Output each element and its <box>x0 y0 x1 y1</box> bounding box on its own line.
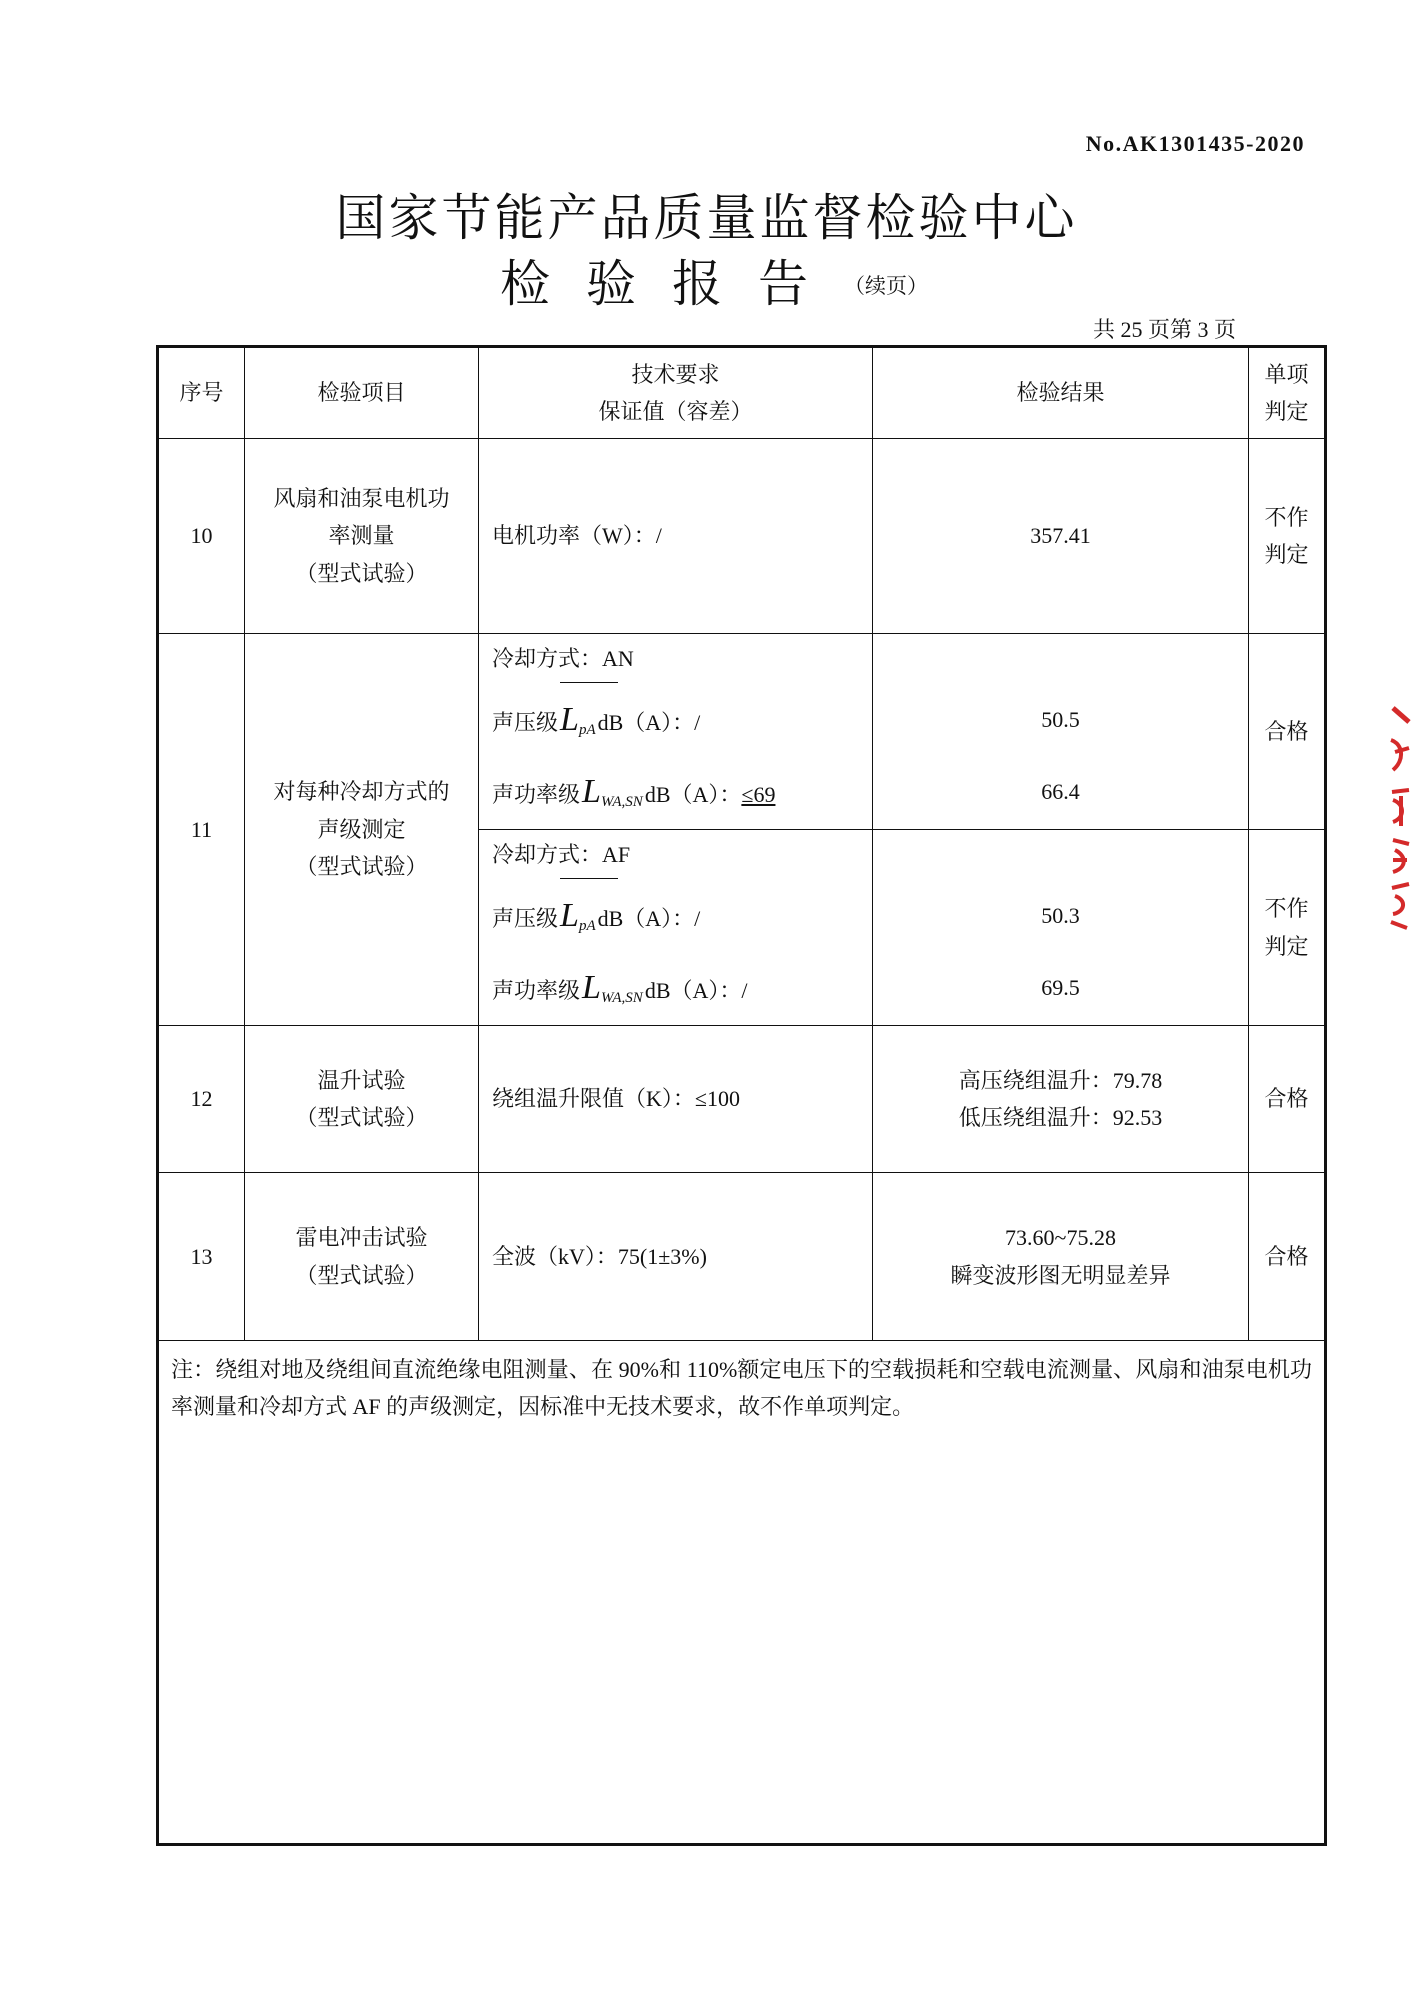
unit-text: dB（A）：/ <box>597 710 701 735</box>
seal-stamp <box>1387 700 1413 930</box>
row-result <box>873 1173 1249 1341</box>
header-judge-line2: 判定 <box>1264 399 1309 424</box>
title-char: 告 <box>758 255 808 313</box>
header-item: 检验项目 <box>245 347 479 439</box>
seal-stamp-graphic <box>1387 700 1413 930</box>
lwa-symbol <box>582 756 643 838</box>
lpa-symbol <box>560 880 596 962</box>
title-char: 检 <box>500 255 550 313</box>
header-req-line2: 保证值（容差） <box>598 399 753 424</box>
note-text: 注：绕组对地及绕组间直流绝缘电阻测量、在 90%和 110%额定电压下的空载损耗和空载电流测量、风扇和油泵电机功率测量和冷却方式 AF 的声级测定，因标准中无技术要求，故不作单项判定。 <box>158 1341 1326 1845</box>
lpa-symbol <box>560 684 596 766</box>
unit-text: dB（A）： <box>644 782 742 807</box>
result-line: 瞬变波形图无明显差异 <box>950 1262 1171 1288</box>
symbol-subscript: pA <box>578 722 596 738</box>
table-row <box>158 439 1326 634</box>
item-line: 声级测定 <box>317 816 406 842</box>
sound-pressure-req-an <box>492 684 872 756</box>
symbol-letter: L <box>560 701 579 738</box>
header-judgement <box>1249 347 1326 439</box>
item-line: 风扇和油泵电机功 <box>273 485 450 511</box>
table-row <box>158 1173 1326 1341</box>
sound-pressure-result-af: 50.3 <box>1041 903 1080 928</box>
judge-line: 不作 <box>1264 504 1309 530</box>
item-line: （型式试验） <box>295 854 428 880</box>
sound-pressure-result-an: 50.5 <box>1041 707 1080 732</box>
symbol-subscript: WA,SN <box>600 990 643 1006</box>
item-line: （型式试验） <box>295 1262 428 1288</box>
item-line: 温升试验 <box>317 1067 406 1093</box>
row-judgement <box>1249 439 1326 634</box>
header-requirement <box>479 347 873 439</box>
result-line: 73.60~75.28 <box>1005 1225 1116 1251</box>
row-judgement: 合格 <box>1249 1026 1326 1173</box>
row-seq: 12 <box>158 1026 245 1173</box>
row-seq: 11 <box>158 634 245 1026</box>
item-line: 雷电冲击试验 <box>295 1225 428 1251</box>
result-line: 低压绕组温升：92.53 <box>958 1105 1163 1130</box>
inspection-table <box>156 345 1327 1846</box>
row-result-an <box>873 634 1249 830</box>
table-header-row <box>158 347 1326 439</box>
row-requirement-af <box>479 830 873 1026</box>
item-line: （型式试验） <box>295 560 428 586</box>
spacer <box>873 634 1248 684</box>
report-number: No.AK1301435-2020 <box>1085 131 1305 156</box>
row-item <box>245 1173 479 1341</box>
item-line: 率测量 <box>328 523 395 549</box>
sound-power-result-af: 69.5 <box>1041 975 1080 1000</box>
spacer <box>873 830 1248 880</box>
header-result: 检验结果 <box>873 347 1249 439</box>
judge-line: 判定 <box>1264 933 1309 959</box>
row-requirement-an <box>479 634 873 830</box>
symbol-letter: L <box>582 969 601 1006</box>
row-requirement: 电机功率（W）：/ <box>479 439 873 634</box>
row-requirement: 绕组温升限值（K）：≤100 <box>479 1026 873 1173</box>
row-result-af <box>873 830 1249 1026</box>
symbol-subscript: WA,SN <box>600 794 643 810</box>
symbol-subscript: pA <box>578 918 596 934</box>
document-title <box>500 244 928 316</box>
lwa-symbol <box>582 952 643 1034</box>
table-row <box>158 1026 1326 1173</box>
power-limit: ≤69 <box>741 782 776 807</box>
judge-line: 不作 <box>1264 896 1309 922</box>
symbol-letter: L <box>560 897 579 934</box>
row-seq: 13 <box>158 1173 245 1341</box>
label-text: 声功率级 <box>492 782 581 807</box>
sound-power-req-af <box>492 952 872 1024</box>
item-line: 对每种冷却方式的 <box>273 779 450 805</box>
row-judgement: 合格 <box>1249 1173 1326 1341</box>
organization-title: 国家节能产品质量监督检验中心 <box>335 189 1078 247</box>
row-result <box>873 1026 1249 1173</box>
note-row <box>158 1341 1326 1845</box>
table-row <box>158 634 1326 830</box>
header-req-line1: 技术要求 <box>631 361 720 387</box>
item-line: （型式试验） <box>295 1105 428 1130</box>
sound-pressure-req-af <box>492 880 872 952</box>
row-item <box>245 439 479 634</box>
unit-text: dB（A）：/ <box>597 906 701 931</box>
sound-power-req-an <box>492 756 872 828</box>
row-item <box>245 634 479 1026</box>
header-judge-line1: 单项 <box>1264 361 1309 387</box>
header-seq: 序号 <box>158 347 245 439</box>
label-text: 声压级 <box>492 906 559 931</box>
sound-power-result-an: 66.4 <box>1041 779 1080 804</box>
row-judgement-af <box>1249 830 1326 1026</box>
title-char: 验 <box>586 255 636 313</box>
row-judgement-an: 合格 <box>1249 634 1326 830</box>
row-requirement: 全波（kV）：75(1±3%) <box>479 1173 873 1341</box>
unit-text: dB（A）：/ <box>644 978 748 1003</box>
cooling-method-an: 冷却方式：AN <box>492 646 634 671</box>
page-info: 共 25 页第 3 页 <box>1092 317 1236 342</box>
row-result: 357.41 <box>873 439 1249 634</box>
continuation-label: （续页） <box>844 274 928 298</box>
judge-line: 判定 <box>1264 542 1309 567</box>
label-text: 声功率级 <box>492 978 581 1003</box>
title-char: 报 <box>672 255 722 313</box>
cooling-method-af: 冷却方式：AF <box>492 842 631 867</box>
row-item <box>245 1026 479 1173</box>
result-line: 高压绕组温升：79.78 <box>958 1067 1163 1093</box>
symbol-letter: L <box>582 773 601 810</box>
label-text: 声压级 <box>492 710 559 735</box>
row-seq: 10 <box>158 439 245 634</box>
